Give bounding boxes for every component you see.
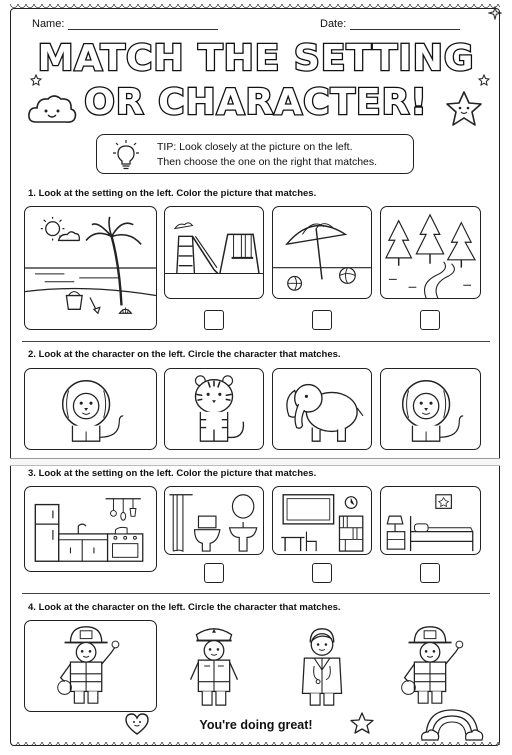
lion-icon — [25, 369, 156, 449]
date-line[interactable] — [350, 29, 460, 30]
police-officer-icon — [165, 621, 263, 711]
q4-prompt-firefighter — [24, 620, 157, 712]
bathroom-scene — [165, 487, 263, 554]
date-label: Date: — [320, 18, 347, 30]
beach-scene — [25, 207, 156, 329]
top-scallop-border — [10, 4, 500, 12]
q3-checkbox-1[interactable] — [204, 563, 224, 583]
q4-option-firefighter[interactable] — [380, 620, 481, 712]
question-4-number: 4. — [28, 602, 36, 613]
q1-checkbox-1[interactable] — [204, 310, 224, 330]
rainbow-icon — [420, 706, 484, 742]
q1-prompt-beach — [24, 206, 157, 330]
section-divider — [22, 593, 490, 594]
question-2-number: 2. — [28, 349, 36, 360]
small-star-icon — [30, 74, 42, 86]
smiling-star-icon — [444, 90, 484, 128]
tiger-icon — [165, 369, 263, 449]
firefighter-icon — [381, 621, 480, 711]
q3-option-classroom[interactable] — [272, 486, 372, 555]
question-3-number: 3. — [28, 468, 36, 479]
q1-option-beach-umbrella[interactable] — [272, 206, 372, 299]
lion-icon — [381, 369, 480, 449]
q3-checkbox-3[interactable] — [420, 563, 440, 583]
firefighter-icon — [25, 621, 156, 711]
q3-option-bathroom[interactable] — [164, 486, 264, 555]
tip-box — [96, 134, 414, 174]
sparkle-icon — [488, 6, 502, 20]
q1-checkbox-2[interactable] — [312, 310, 332, 330]
q2-option-tiger[interactable] — [164, 368, 264, 450]
question-1-text: Look at the setting on the left. Color the picture that matches. — [38, 188, 317, 199]
q1-option-forest[interactable] — [380, 206, 481, 299]
bottom-scallop-border — [10, 742, 500, 750]
elephant-icon — [273, 369, 371, 449]
date-field[interactable] — [320, 18, 460, 30]
q2-option-elephant[interactable] — [272, 368, 372, 450]
doctor-icon — [273, 621, 371, 711]
q3-checkbox-2[interactable] — [312, 563, 332, 583]
q3-prompt-kitchen — [24, 486, 157, 572]
q4-option-doctor[interactable] — [272, 620, 372, 712]
encouragement-text: You're doing great! — [199, 718, 313, 732]
question-4-text: Look at the character on the left. Circle the character that matches. — [38, 602, 341, 613]
question-1 — [28, 188, 316, 199]
question-3 — [28, 468, 316, 479]
smiling-cloud-icon — [26, 92, 78, 128]
question-2-text: Look at the character on the left. Circle the character that matches. — [38, 349, 341, 360]
name-label: Name: — [32, 18, 65, 30]
kitchen-scene — [25, 487, 156, 571]
tip-line-2: Then choose the one on the right that matches. — [157, 156, 378, 168]
lightbulb-icon — [113, 139, 139, 171]
q4-option-police-officer[interactable] — [164, 620, 264, 712]
title-line-2: OR CHARACTER! — [84, 82, 428, 123]
q3-option-bedroom[interactable] — [380, 486, 481, 555]
bedroom-scene — [381, 487, 480, 554]
small-star-icon — [478, 74, 490, 86]
classroom-scene — [273, 487, 371, 554]
title-line-1: MATCH THE SETTING — [37, 38, 475, 79]
q1-checkbox-3[interactable] — [420, 310, 440, 330]
question-4 — [28, 602, 341, 613]
playground-scene — [165, 207, 263, 298]
q1-option-playground[interactable] — [164, 206, 264, 299]
star-icon — [350, 712, 374, 734]
page-fold-line — [10, 458, 500, 466]
forest-scene — [381, 207, 480, 298]
name-line[interactable] — [68, 29, 218, 30]
question-3-text: Look at the setting on the left. Color the picture that matches. — [38, 468, 317, 479]
tip-text — [157, 140, 377, 170]
section-divider — [22, 341, 490, 342]
question-2 — [28, 349, 341, 360]
q2-prompt-lion — [24, 368, 157, 450]
q2-option-lion[interactable] — [380, 368, 481, 450]
beach-umbrella-scene — [273, 207, 371, 298]
tip-line-1: TIP: Look closely at the picture on the left. — [157, 141, 353, 153]
question-1-number: 1. — [28, 188, 36, 199]
name-field[interactable] — [32, 18, 218, 30]
